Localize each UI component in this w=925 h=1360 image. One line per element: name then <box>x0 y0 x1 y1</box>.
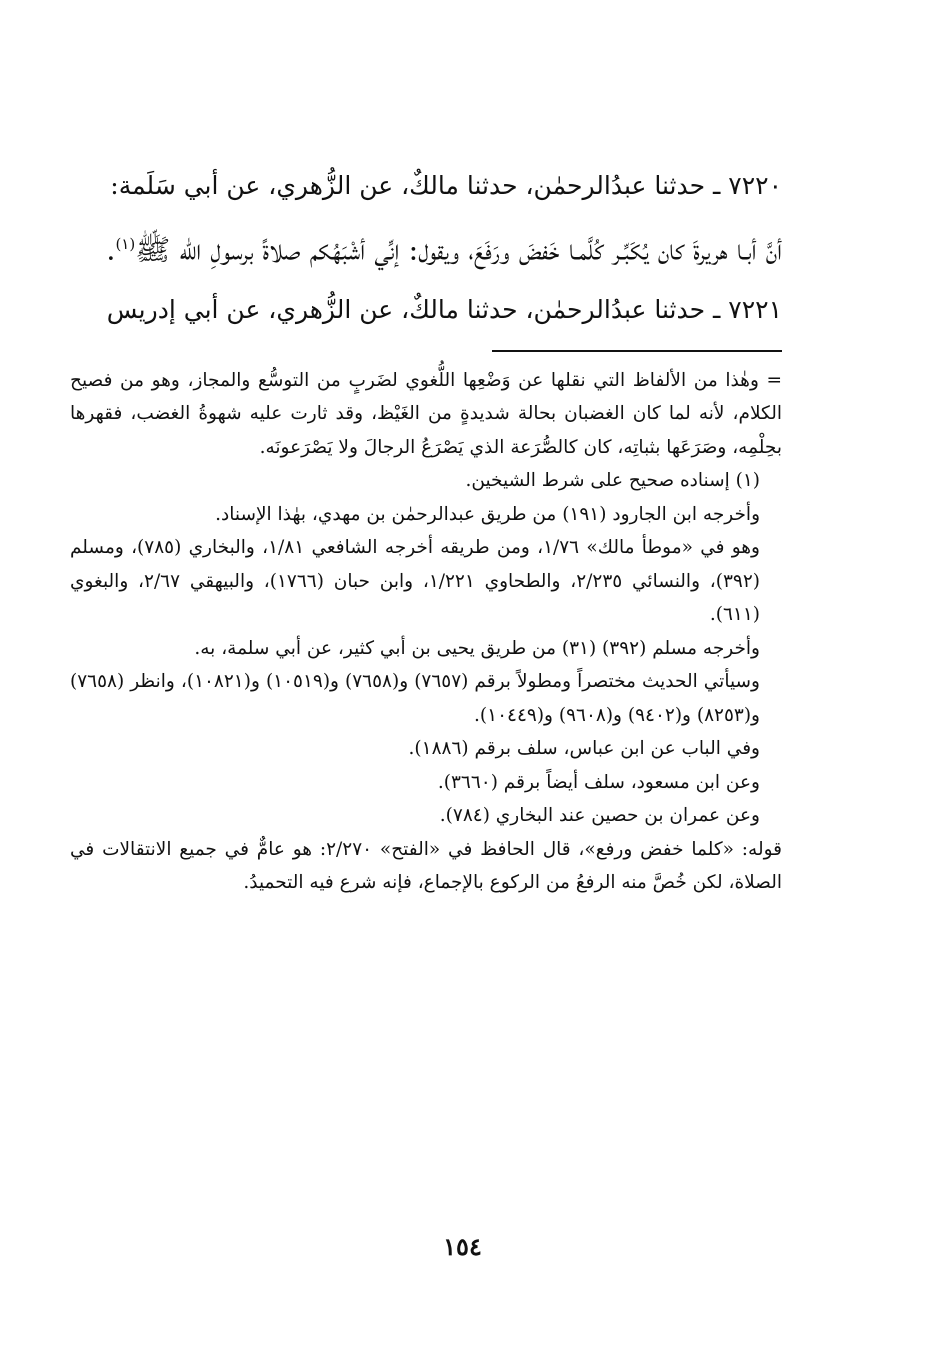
footnote-ref-1[interactable]: (١) <box>115 235 136 253</box>
page-number: ١٥٤ <box>443 1232 482 1261</box>
footnote-1-commentary: قوله: «كلما خفض ورفع»، قال الحافظ في «الفتح» ٢/٢٧٠: هو عامٌّ في جميع الانتقالات في الصلاة، لكن خُصَّ منه الرفعُ من الركوع بالإجماع، فإنه شرع فيه التحميدُ. <box>70 838 782 894</box>
footnote-1-title: (١) إسناده صحيح على شرط الشيخين. <box>465 470 760 492</box>
hadith-7220-isnad: ٧٢٢٠ ـ حدثنا عبدُالرحمٰن، حدثنا مالكٌ، عن الزُّهري، عن أبي سَلَمة: <box>110 171 782 200</box>
footnote-1-paragraph: وأخرجه مسلم (٣٩٢) (٣١) من طريق يحيى بن أبي كثير، عن أبي سلمة، به. <box>194 637 760 659</box>
footnote-1-paragraph: وسيأتي الحديث مختصراً ومطولاً برقم (٧٦٥٧) و(٧٦٥٨) و(١٠٥١٩) و(١٠٨٢١)، وانظر (٧٦٥٨) و(٨٢٥٣) و(٩٤٠٢) و(٩٦٠٨) و(١٠٤٤٩). <box>70 671 760 726</box>
footnote-continuation: = وهٰذا من الألفاظ التي نقلها عن وَضْعِها اللُّغوي لضَربٍ من التوسُّع والمجاز، وهو من فصيح الكلام، لأنه لما كان الغضبان بحالة شديدةٍ من الغَيْظ، وقد ثارت عليه شهوةُ الغضب، فقهرها بحِلْمِه، وصَرَعَها بثباتِه، كان كالصُّرَعة الذي يَصْرَعُ الرجالَ ولا يَصْرَعونَه. <box>70 369 782 458</box>
footnote-1-paragraph: وهو في «موطأ مالك» ١/٧٦، ومن طريقه أخرجه الشافعي ١/٨١، والبخاري (٧٨٥)، ومسلم (٣٩٢)، والنسائي ٢/٢٣٥، والطحاوي ١/٢٢١، وابن حبان (١٧٦٦)، والبيهقي ٢/٦٧، والبغوي (٦١١). <box>70 537 760 626</box>
page-body <box>70 160 782 900</box>
hadith-7221-isnad: ٧٢٢١ ـ حدثنا عبدُالرحمٰن، حدثنا مالكٌ، عن الزُّهري، عن أبي إدريس <box>106 294 782 324</box>
hadith-7220-end: . <box>106 232 116 267</box>
footnote-1-paragraph: وعن ابن مسعود، سلف أيضاً برقم (٣٦٦٠). <box>437 771 760 793</box>
footnote-divider <box>492 350 782 352</box>
hadith-7220-matn <box>70 216 782 278</box>
hadith-7220-text: أنَّ أبـا هريرةَ كان يُكَبِّـر كُلَّمـا خَفضَ ورَفَعَ، ويقول: إنِّي أشْبَهُكم صلاةً برسولِ الله ﷺ <box>135 232 782 267</box>
footnote-1-paragraph: وفي الباب عن ابن عباس، سلف برقم (١٨٨٦). <box>408 738 760 760</box>
footnote-1-paragraph: وأخرجه ابن الجارود (١٩١) من طريق عبدالرحمٰن بن مهدي، بهٰذا الإسناد. <box>215 503 760 525</box>
footnote-1-paragraph: وعن عمران بن حصين عند البخاري (٧٨٤). <box>439 805 760 827</box>
